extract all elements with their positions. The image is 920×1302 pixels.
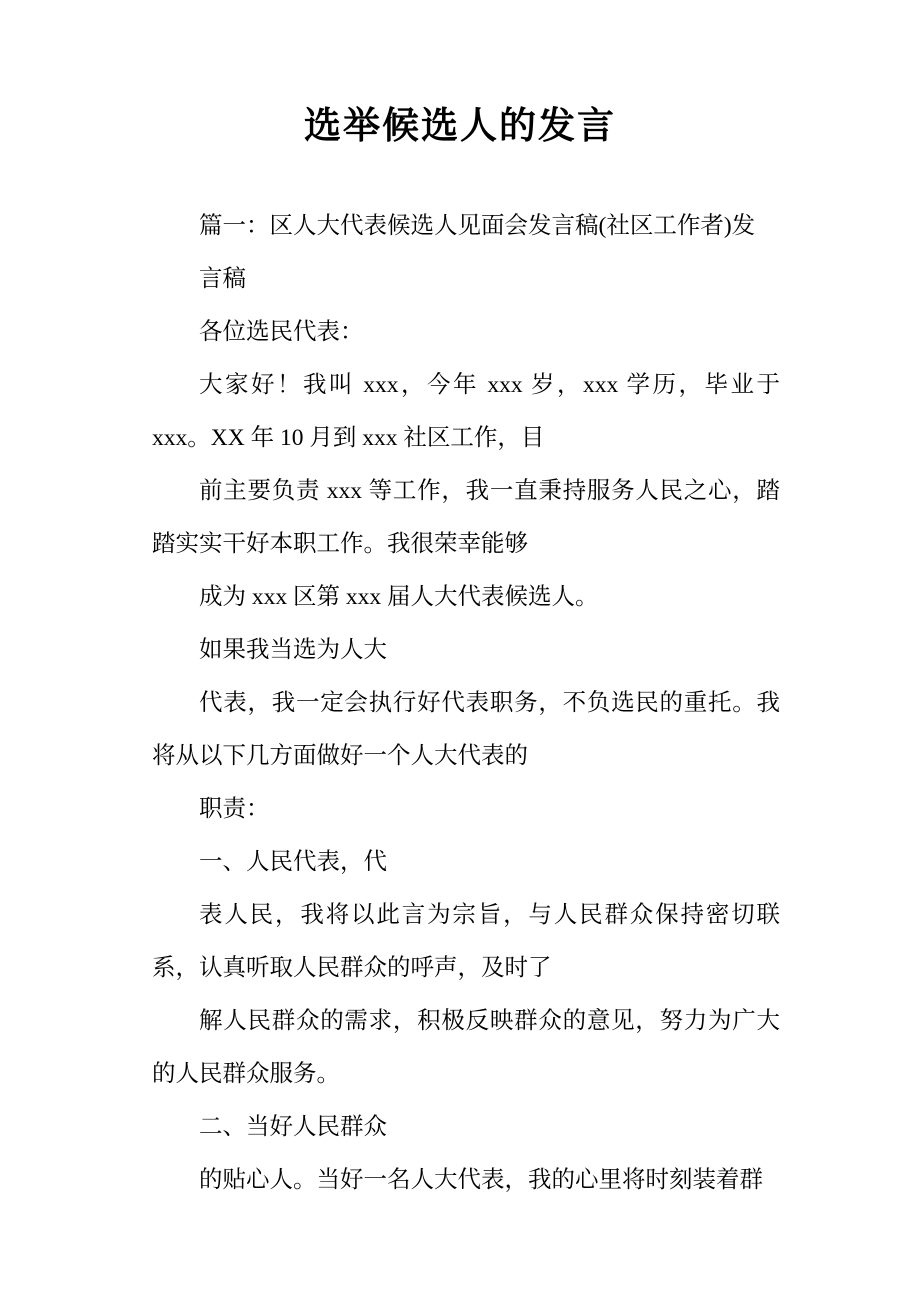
paragraph: 成为 xxx 区第 xxx 届人大代表候选人。 (199, 584, 599, 611)
paragraph: 各位选民代表： (199, 319, 364, 346)
document-body (0, 200, 920, 1207)
paragraph: 解人民群众的需求，积极反映群众的意见，努力为广大的人民群众服务。 (152, 1008, 780, 1088)
paragraph: 职责： (199, 796, 270, 823)
paragraph: 一、人民代表，代 (199, 849, 387, 876)
paragraph: 的贴心人。当好一名人大代表，我的心里将时刻装着群 (199, 1167, 763, 1194)
paragraph: 前主要负责 xxx 等工作，我一直秉持服务人民之心，踏踏实实干好本职工作。我很荣幸能够 (152, 478, 780, 558)
paragraph: 如果我当选为人大 (199, 637, 387, 664)
page-title: 选举候选人的发言 (304, 105, 616, 146)
paragraph: 大家好！我叫 xxx，今年 xxx 岁，xxx 学历，毕业于 xxx。XX 年 10 月到 xxx 社区工作，目 (152, 372, 780, 452)
paragraph: 言稿 (199, 266, 246, 293)
paragraph: 篇一：区人大代表候选人见面会发言稿(社区工作者)发 (199, 213, 756, 240)
paragraph: 二、当好人民群众 (199, 1114, 387, 1141)
paragraph: 代表，我一定会执行好代表职务，不负选民的重托。我将从以下几方面做好一个人大代表的 (152, 690, 780, 770)
paragraph: 表人民，我将以此言为宗旨，与人民群众保持密切联系，认真听取人民群众的呼声，及时了 (152, 902, 780, 982)
